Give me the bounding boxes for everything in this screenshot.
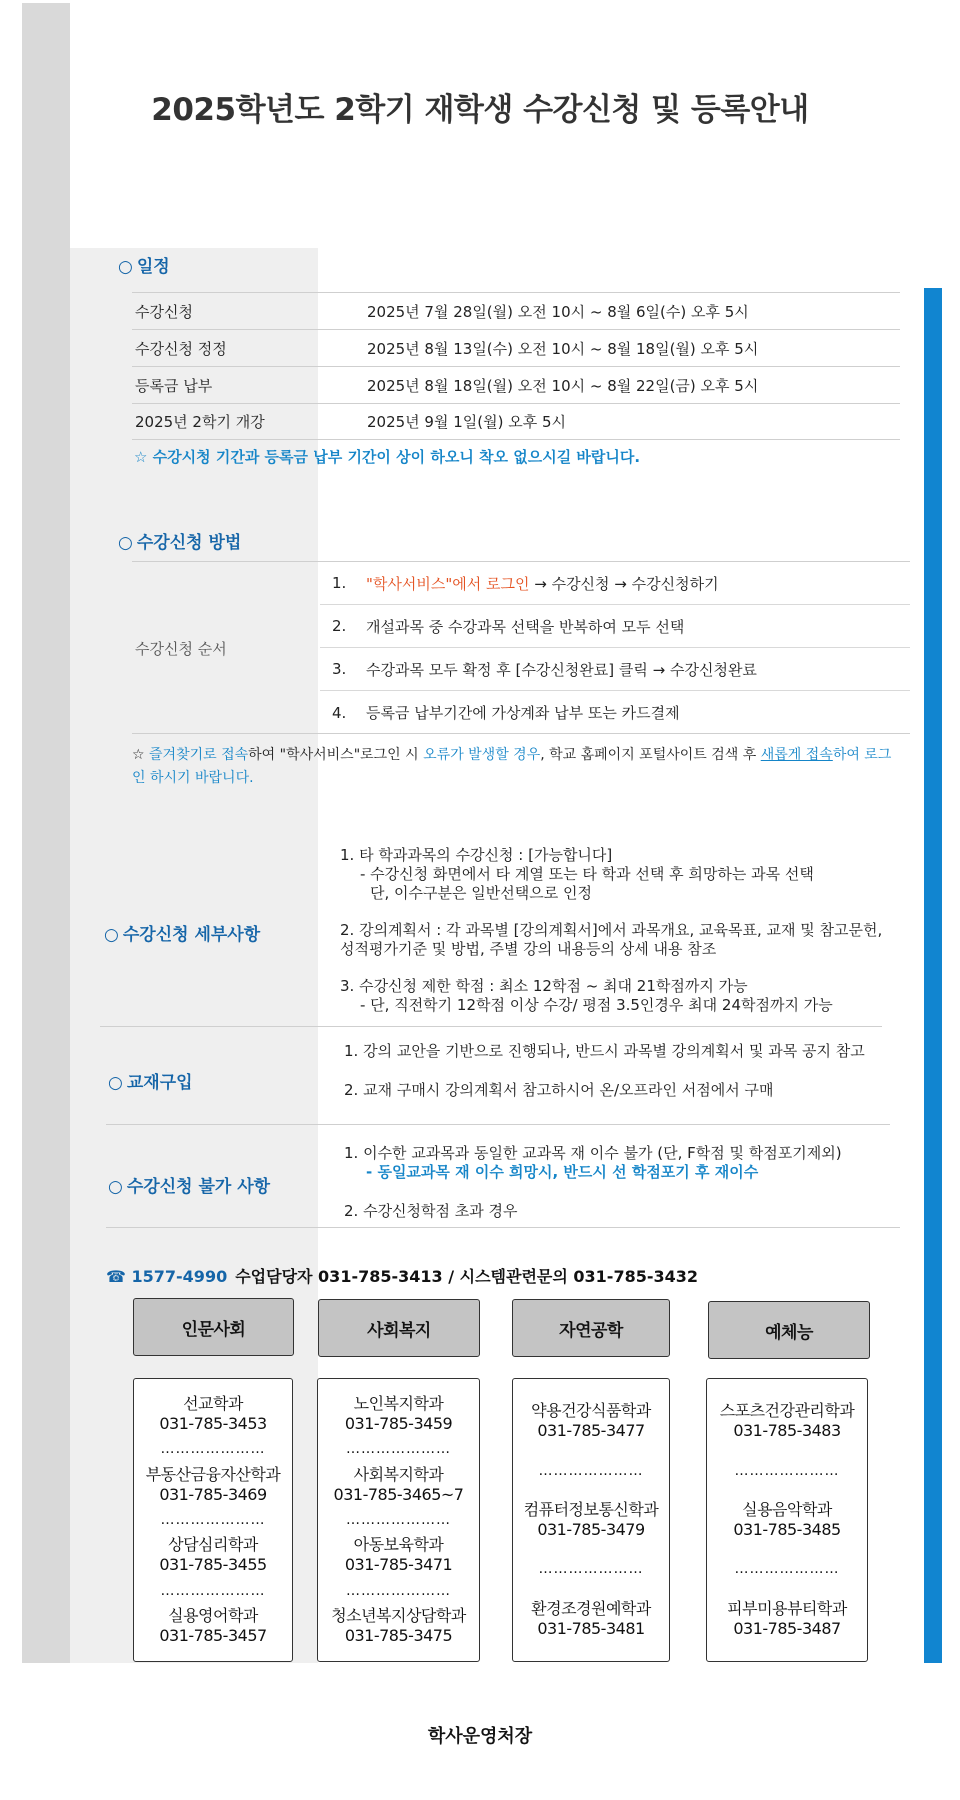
schedule-row: 2025년 2학기 개강 2025년 9월 1일(월) 오후 5시: [132, 403, 900, 440]
dept-list-natural-engineering: [512, 1378, 670, 1662]
circle-icon: ○: [118, 533, 133, 553]
dept-item: 실용영어학과 031-785-3457: [159, 1605, 267, 1645]
schedule-row: 등록금 납부 2025년 8월 18일(월) 오전 10시 ~ 8월 22일(금) 오후 5시: [132, 366, 900, 403]
left-decor-strip: [22, 3, 70, 1663]
main-phone: ☎ 1577-4990: [106, 1267, 228, 1286]
dotted-separator: …………………: [160, 1582, 266, 1599]
circle-icon: ○: [104, 925, 119, 945]
method-note: ☆ 즐겨찾기로 접속하여 "학사서비스"로그인 시 오류가 발생할 경우, 학교 홈페이지 포털사이트 검색 후 새롭게 접속하여 로그인 하시기 바랍니다.: [132, 747, 892, 786]
textbook-heading: ○ 교재구입: [108, 1073, 193, 1093]
divider: [106, 1227, 900, 1228]
dept-item: 상담심리학과 031-785-3455: [159, 1535, 267, 1575]
new-access-link[interactable]: 새롭게 접속: [760, 747, 833, 763]
page-title: 2025학년도 2학기 재학생 수강신청 및 등록안내: [151, 92, 809, 128]
dept-item: 청소년복지상담학과 031-785-3475: [331, 1605, 466, 1645]
details-content: 1. 타 학과과목의 수강신청 : [가능합니다] - 수강신청 화면에서 타 계열 또는 타 학과 선택 후 희망하는 과목 선택 단, 이수구분은 일반선택으로 인정 2. 강의계획서 : 각 과목별 [강의계획서]에서 과목개요, 교육목표, 교재 및 참고문헌, 성적평가기준 및 방법, 주별 강의 내용등의 상세 내용 참조 3. 수강신청 제한 학점 : 최소 12학점 ~ 최대 21학점까지 가능 - 단, 직전학기 12학점 이상 수강/ 평점 3.5인경우 최대 24학점까지 가능: [340, 846, 883, 1014]
restrictions-heading: ○ 수강신청 불가 사항: [108, 1177, 271, 1197]
dept-item: 아동보육학과 031-785-3471: [344, 1535, 453, 1575]
dotted-separator: …………………: [538, 1561, 644, 1578]
dept-list-humanities: [133, 1378, 293, 1662]
details-heading: ○ 수강신청 세부사항: [104, 925, 261, 945]
dept-item: 스포츠건강관리학과 031-785-3483: [719, 1401, 855, 1441]
dotted-separator: …………………: [160, 1511, 266, 1528]
dept-item: 실용음악학과 031-785-3485: [733, 1499, 841, 1539]
dotted-separator: …………………: [346, 1441, 451, 1458]
divider: [100, 1026, 882, 1027]
dept-item: 사회복지학과 031-785-3465~7: [333, 1464, 464, 1504]
dept-item: 컴퓨터정보통신학과 031-785-3479: [523, 1499, 659, 1539]
textbook-content: 1. 강의 교안을 기반으로 진행되나, 반드시 과목별 강의계획서 및 과목 공지 참고 2. 교재 구매시 강의계획서 참고하시어 온/오프라인 서점에서 구매: [344, 1042, 865, 1099]
dotted-separator: …………………: [734, 1561, 840, 1578]
divider: [106, 1124, 890, 1125]
schedule-row: 수강신청 2025년 7월 28일(월) 오전 10시 ~ 8월 6일(수) 오후 5시: [132, 292, 900, 329]
method-table: [132, 561, 910, 734]
category-humanities: 인문사회: [133, 1298, 294, 1356]
schedule-heading: ○ 일정: [118, 257, 170, 277]
circle-icon: ○: [108, 1073, 123, 1093]
dept-item: 피부미용뷰티학과 031-785-3487: [727, 1598, 847, 1638]
dept-item: 부동산금융자산학과 031-785-3469: [145, 1464, 281, 1504]
category-social-welfare: 사회복지: [318, 1299, 480, 1357]
dept-item: 선교학과 031-785-3453: [159, 1394, 267, 1434]
dotted-separator: …………………: [346, 1582, 451, 1599]
dept-list-social-welfare: [317, 1378, 480, 1662]
method-step: 4. 등록금 납부기간에 가상계좌 납부 또는 카드결제: [332, 703, 680, 722]
method-step: 2. 개설과목 중 수강과목 선택을 반복하여 모두 선택: [320, 605, 910, 648]
category-natural-engineering: 자연공학: [512, 1299, 670, 1357]
restrictions-content: 1. 이수한 교과목과 동일한 교과목 재 이수 불가 (단, F학점 및 학점포기제외) - 동일교과목 재 이수 희망시, 반드시 선 학점포기 후 재이수 2. 수강신청학점 초과 경우: [344, 1144, 842, 1220]
category-arts-sports: 예체능: [708, 1301, 870, 1359]
dotted-separator: …………………: [160, 1441, 266, 1458]
schedule-row: 수강신청 정정 2025년 8월 13일(수) 오전 10시 ~ 8월 18일(월) 오후 5시: [132, 329, 900, 366]
dept-item: 노인복지학과 031-785-3459: [344, 1394, 453, 1434]
dotted-separator: …………………: [346, 1511, 451, 1528]
contact-line: ☎ 1577-4990 수업담당자 031-785-3413 / 시스템관련문의 031-785-3432: [106, 1267, 699, 1286]
dept-item: 약용건강식품학과 031-785-3477: [531, 1401, 651, 1441]
method-label: 수강신청 순서: [135, 640, 227, 658]
dotted-separator: …………………: [734, 1462, 840, 1479]
method-step: 1. "학사서비스"에서 로그인 → 수강신청 → 수강신청하기: [320, 562, 910, 605]
footer-signature: 학사운영처장: [427, 1726, 533, 1747]
circle-icon: ○: [118, 257, 133, 277]
dept-list-arts-sports: [706, 1378, 868, 1662]
circle-icon: ○: [108, 1177, 123, 1197]
schedule-notice: ☆ 수강시청 기간과 등록금 납부 기간이 상이 하오니 착오 없으시길 바랍니다.: [134, 448, 641, 466]
right-accent-bar: [924, 288, 942, 1663]
schedule-table: [132, 292, 900, 440]
method-step: 3. 수강과목 모두 확정 후 [수강신청완료] 클릭 → 수강신청완료: [320, 648, 910, 691]
method-heading: ○ 수강신청 방법: [118, 533, 242, 553]
dept-item: 환경조경원예학과 031-785-3481: [531, 1598, 651, 1638]
dotted-separator: …………………: [538, 1462, 644, 1479]
